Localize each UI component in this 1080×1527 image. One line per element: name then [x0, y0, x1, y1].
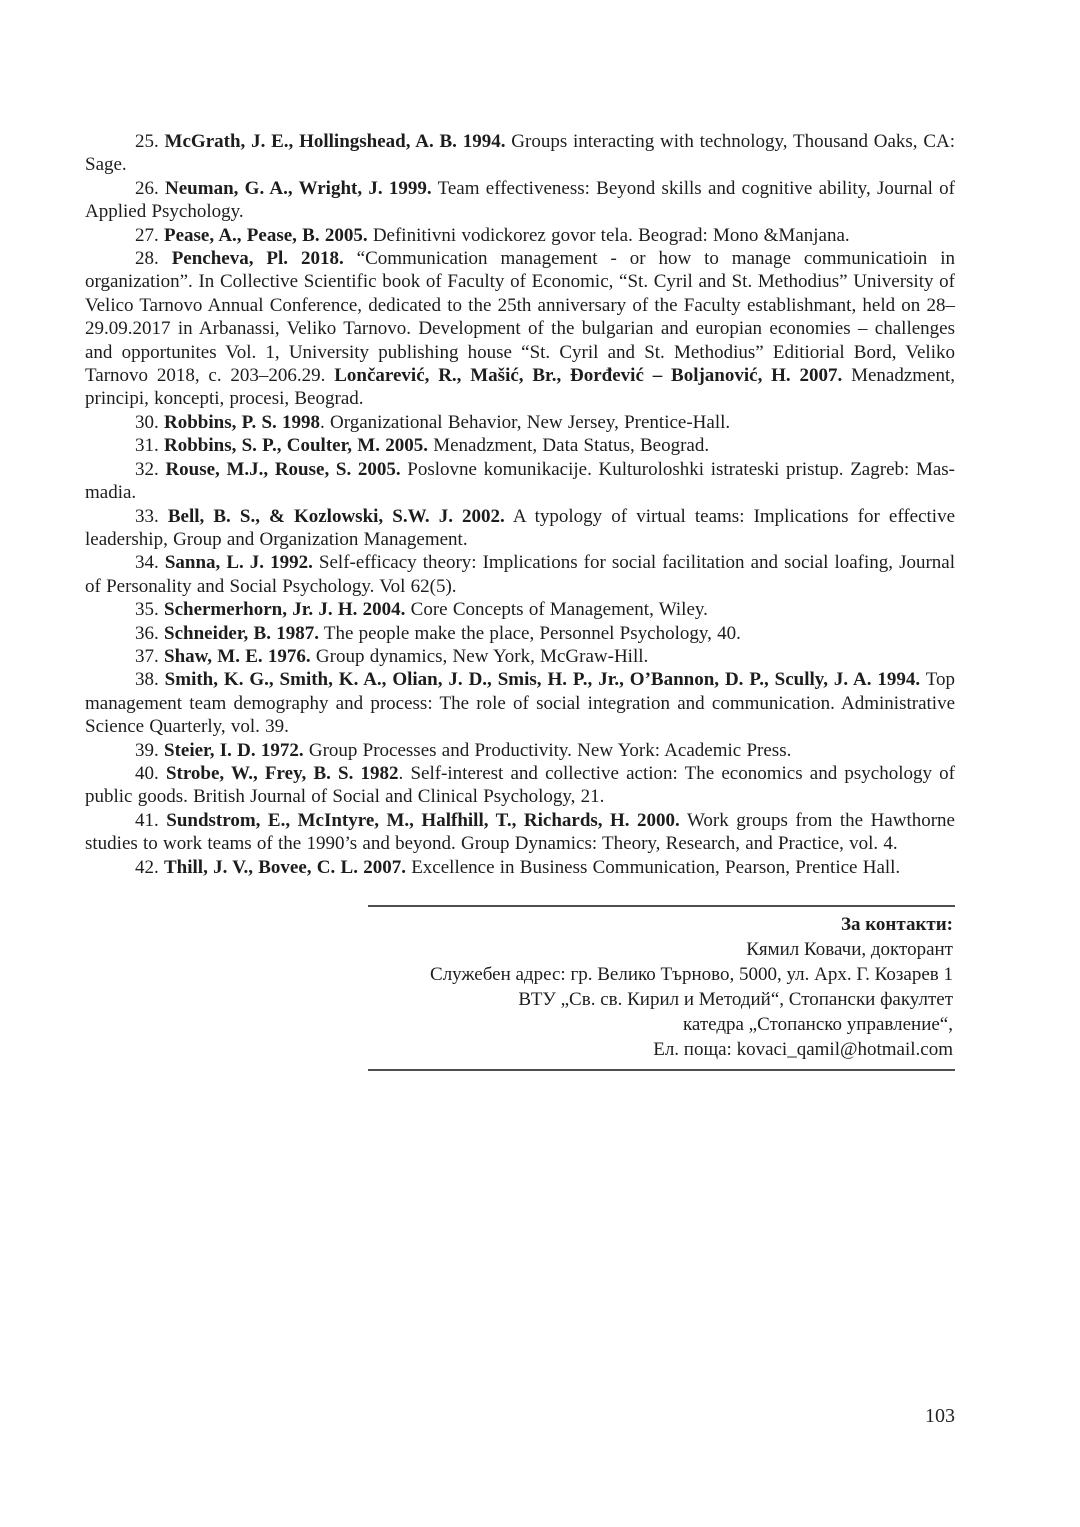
reference-text: 32.	[135, 458, 166, 480]
reference-item	[85, 739, 955, 762]
reference-text: 28.	[135, 248, 172, 270]
contact-lines	[368, 937, 953, 1062]
reference-authors: Schneider, B. 1987.	[164, 622, 319, 644]
reference-item	[85, 645, 955, 668]
reference-text: . Self-interest and collective action: The economics and psychology of public goods. British Journal of Social and Clinical Psychology, 21.	[85, 762, 956, 808]
reference-text: 42.	[135, 856, 164, 878]
reference-text: 36.	[135, 622, 164, 644]
reference-text: Menadzment, Data Status, Beograd.	[427, 435, 710, 457]
reference-text: 25.	[135, 131, 165, 152]
reference-text: 30.	[135, 411, 164, 433]
reference-text: 27.	[135, 224, 164, 246]
reference-item	[85, 505, 955, 552]
contact-line: катедра „Стопанско управление“,	[682, 1014, 953, 1035]
contact-line: Ел. поща: kovaci_qamil@hotmail.com	[653, 1039, 953, 1060]
reference-item	[85, 458, 955, 505]
reference-authors: Pencheva, Pl. 2018.	[171, 248, 344, 270]
reference-authors: Robbins, S. P., Coulter, M. 2005.	[164, 435, 428, 457]
reference-text: Self-efficacy theory: Implications for social facilitation and social loafing, Journal of Personality and Social Psychology. Vol 62(5).	[85, 552, 956, 597]
reference-authors: Shaw, M. E. 1976.	[164, 645, 311, 667]
reference-authors: Robbins, P. S. 1998	[164, 411, 321, 433]
reference-item	[85, 551, 955, 598]
contact-heading: За контакти:	[840, 914, 953, 935]
reference-item	[85, 622, 955, 645]
reference-item	[85, 130, 955, 177]
contact-line: Кямил Ковачи, докторант	[746, 939, 953, 960]
reference-authors: McGrath, J. E., Hollingshead, A. B. 1994.	[164, 131, 506, 152]
reference-text: 41.	[135, 809, 167, 831]
reference-text: Poslovne komunikacije. Kulturoloshki istrateski pristup. Zagreb: Mas-madia.	[85, 458, 956, 504]
reference-text: 34.	[135, 552, 165, 574]
reference-text: Work groups from the Hawthorne studies to work teams of the 1990’s and beyond. Group Dynamics: Theory, Research, and Practice, vol. 4.	[85, 809, 955, 855]
reference-item	[85, 434, 955, 457]
reference-item	[85, 247, 955, 411]
reference-text: . Organizational Behavior, New Jersey, Prentice-Hall.	[320, 411, 731, 433]
reference-authors: Sundstrom, E., McIntyre, M., Halfhill, T., Richards, H. 2000.	[166, 809, 680, 831]
reference-authors: Thill, J. V., Bovee, C. L. 2007.	[164, 856, 406, 878]
reference-authors: Steier, I. D. 1972.	[164, 739, 304, 761]
reference-text: Groups interacting with technology, Thousand Oaks, CA: Sage.	[85, 131, 956, 176]
reference-text: Definitivni vodickorez govor tela. Beograd: Mono &Manjana.	[367, 224, 850, 246]
reference-item	[85, 177, 955, 224]
reference-authors: Schermerhorn, Jr. J. H. 2004.	[164, 599, 406, 621]
reference-authors: Lončarević, R., Mašić, Br., Đorđević – Boljanović, H. 2007.	[334, 365, 843, 387]
reference-text: Group Processes and Productivity. New York: Academic Press.	[303, 739, 792, 761]
reference-item	[85, 856, 955, 879]
contact-block	[368, 905, 955, 1071]
reference-text: “Communication management - or how to manage communicatioin in organization”. In Collective Scientific book of Faculty of Economic, “St. Cyril and St. Methodius” University of Velico Tarnovo Annual Conference, dedicated to the 25th anniversary of the Faculty establishmant, held on 28–29.09.2017 in Arbanassi, Veliko Tarnovo. Development of the bulgarian and europian economies – challenges and opportunites Vol. 1, University publishing house “St. Cyril and St. Methodius” Editiorial Bord, Veliko Tarnovo 2018, c. 203–206.29.	[85, 248, 955, 387]
document-page	[85, 130, 955, 1071]
reference-text: Core Concepts of Management, Wiley.	[405, 599, 708, 621]
reference-item	[85, 598, 955, 621]
reference-item	[85, 809, 955, 856]
reference-item	[85, 411, 955, 434]
reference-text: 35.	[135, 599, 164, 621]
reference-authors: Sanna, L. J. 1992.	[164, 552, 313, 574]
reference-text: 39.	[135, 739, 164, 761]
reference-authors: Pease, A., Pease, B. 2005.	[164, 224, 368, 246]
reference-text: 33.	[135, 505, 168, 527]
reference-text: 40.	[135, 762, 166, 784]
reference-text: Menadzment, principi, koncepti, procesi, Beograd.	[85, 365, 955, 410]
reference-text: Group dynamics, New York, McGraw-Hill.	[310, 645, 649, 667]
page-number: 103	[925, 1405, 955, 1427]
contact-line: Служебен адрес: гр. Велико Търново, 5000, ул. Арх. Г. Козарев 1	[430, 964, 953, 985]
reference-text: A typology of virtual teams: Implications for effective leadership, Group and Organization Management.	[85, 505, 956, 550]
reference-item	[85, 762, 955, 809]
reference-authors: Smith, K. G., Smith, K. A., Olian, J. D., Smis, H. P., Jr., O’Bannon, D. P., Scully, J. A. 1994.	[164, 669, 921, 691]
reference-text: Excellence in Business Communication, Pearson, Prentice Hall.	[405, 856, 901, 878]
references-list	[85, 130, 955, 879]
reference-item	[85, 668, 955, 738]
reference-authors: Neuman, G. A., Wright, J. 1999.	[165, 177, 432, 199]
reference-authors: Bell, B. S., & Kozlowski, S.W. J. 2002.	[167, 505, 505, 527]
reference-text: 26.	[135, 177, 166, 199]
reference-text: 31.	[135, 435, 164, 457]
reference-text: 38.	[135, 669, 165, 691]
reference-authors: Rouse, M.J., Rouse, S. 2005.	[165, 458, 401, 480]
reference-text: Top management team demography and process: The role of social integration and communication. Administrative Science Quarterly, vol. 39.	[85, 669, 955, 738]
contact-line: ВТУ „Св. св. Кирил и Методий“, Стопански факултет	[518, 989, 953, 1010]
reference-item	[85, 224, 955, 247]
reference-text: The people make the place, Personnel Psychology, 40.	[318, 622, 741, 644]
reference-text: Team effectiveness: Beyond skills and cognitive ability, Journal of Applied Psychology.	[85, 177, 956, 223]
reference-authors: Strobe, W., Frey, B. S. 1982	[165, 762, 399, 784]
reference-text: 37.	[135, 645, 164, 667]
